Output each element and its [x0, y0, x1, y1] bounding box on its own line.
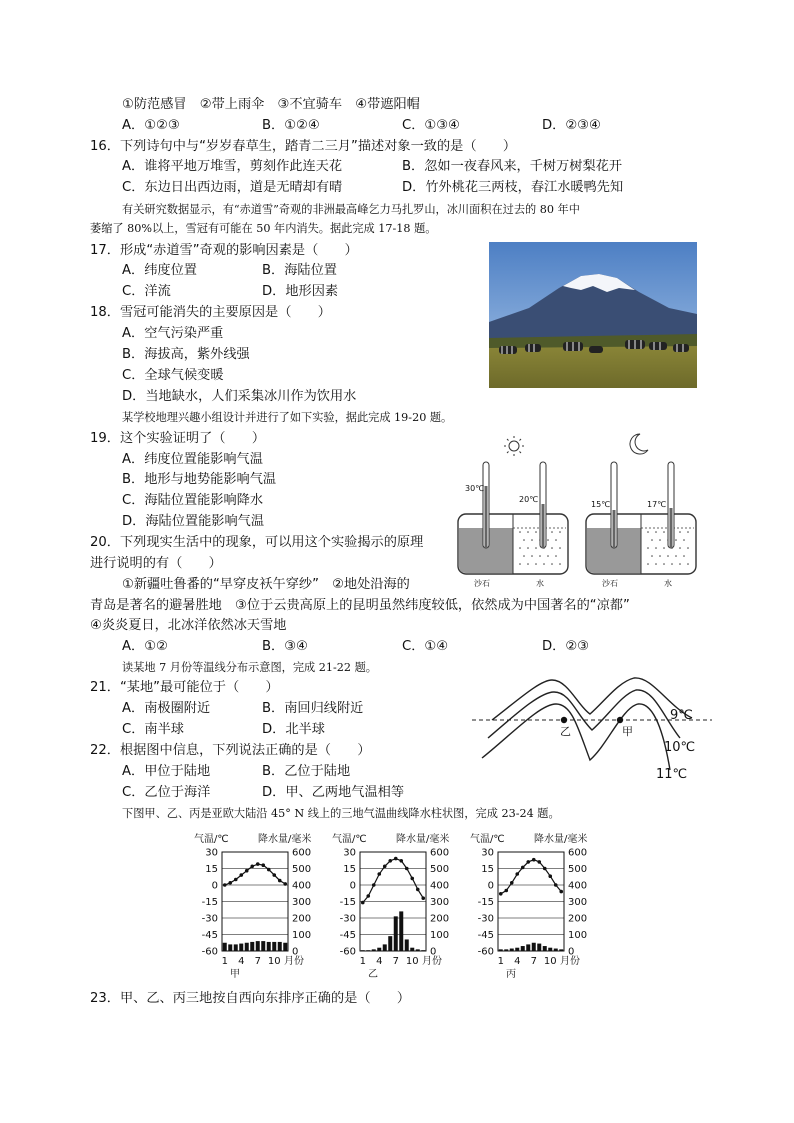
chart-2-temp-tick: 30 [481, 847, 494, 859]
q17-option-a: A．纬度位置 [122, 263, 197, 278]
chart-1-precip-bar [388, 936, 392, 951]
chart-0-temp-point [239, 873, 243, 877]
chart-2-title: 丙 [506, 969, 516, 980]
chart-0-month-tick: 10 [267, 956, 281, 967]
q15-option-d: D．②③④ [542, 118, 601, 133]
chart-2-precip-tick: 500 [568, 864, 588, 875]
chart-0-precip-bar [283, 943, 287, 951]
q21-option-a: A．南极圈附近 [122, 701, 211, 716]
q20-option-d: D．②③ [542, 639, 589, 654]
chart-0-temp-point [261, 863, 265, 867]
chart-2-precip-bar [559, 949, 563, 951]
q16-option-a: A．谁将平地万堆雪，剪刻作此连天花 [122, 159, 343, 174]
q16-option-d: D．竹外桃花三两枝，春江水暖鸭先知 [402, 180, 624, 195]
chart-1-precip-tick: 400 [430, 880, 450, 892]
chart-2-precip-tick: 100 [568, 930, 588, 941]
chart-2-precip-bar [543, 946, 547, 951]
chart-0-precip-tick: 500 [292, 864, 312, 875]
chart-0-temp-tick: -45 [201, 930, 218, 941]
chart-0-precip-tick: 0 [292, 946, 299, 958]
chart-0-temp-point [234, 878, 238, 882]
chart-0-precip-bar [272, 942, 276, 951]
chart-1-precip-bar [361, 950, 365, 951]
chart-0-temp-point [278, 879, 282, 883]
day-sand-label: 沙石 [474, 579, 490, 588]
chart-0-precip-tick: 200 [292, 913, 312, 925]
chart-2-temp-point [554, 883, 558, 887]
chart-0-temp-tick: 15 [205, 864, 218, 875]
chart-0-precip-bar [223, 943, 227, 951]
chart-0-precip-bar [250, 942, 254, 951]
chart-2-precip-tick: 300 [568, 897, 588, 908]
chart-1-month-unit: 月份 [422, 956, 442, 967]
q15-option-c: C．①③④ [402, 118, 460, 133]
q22-option-d: D．甲、乙两地气温相等 [262, 785, 405, 800]
chart-1-temp-point [399, 859, 403, 863]
chart-2-temp-point [532, 858, 536, 862]
chart-2-temp-line [501, 860, 562, 894]
chart-0-temp-tick: -60 [201, 946, 218, 958]
chart-1-temp-tick: -30 [339, 913, 356, 925]
q20-option-a: A．①② [122, 639, 168, 654]
chart-2-temp-tick: -15 [477, 897, 494, 908]
chart-2-temp-point [515, 872, 519, 876]
q18-option-c: C．全球气候变暖 [122, 368, 224, 383]
chart-1-temp-point [410, 877, 414, 881]
night-sand-label: 沙石 [602, 579, 618, 588]
chart-0-precip-bar [234, 944, 238, 951]
chart-0-precip-tick: 300 [292, 897, 312, 908]
chart-0-temp-point [245, 869, 249, 873]
chart-2-precip-bar [515, 948, 519, 951]
chart-2-precip-tick: 600 [568, 847, 588, 859]
chart-2-temp-point [559, 890, 563, 894]
chart-2-temp-tick: 15 [481, 864, 494, 875]
chart-1-temp-line [363, 859, 424, 903]
chart-2-month-tick: 4 [514, 956, 521, 967]
chart-1-precip-tick: 0 [430, 946, 437, 958]
chart-1-precip-bar [399, 911, 403, 951]
chart-1-month-tick: 7 [392, 956, 399, 967]
chart-1-temp-point [405, 867, 409, 871]
chart-2-month-tick: 10 [543, 956, 557, 967]
kilimanjaro-photo [489, 242, 697, 388]
q18-option-d: D．当地缺水，人们采集冰川作为饮用水 [122, 389, 357, 404]
day-water-temp: 20℃ [519, 495, 539, 504]
q15-option-b: B．①②④ [262, 118, 320, 133]
q20-statement-line2: 青岛是著名的避暑胜地 ③位于云贵高原上的昆明虽然纬度较低，依然成为中国著名的“凉都” [90, 598, 630, 613]
chart-1-precip-bar [405, 939, 409, 951]
q16-option-b: B．忽如一夜春风来，千树万树梨花开 [402, 159, 623, 174]
chart-1-temp-point [361, 901, 365, 905]
chart-0-precip-tick: 100 [292, 930, 312, 941]
intro-23-24: 下图甲、乙、丙是亚欧大陆沿 45° N 线上的三地气温曲线降水柱状图，完成 23-24 题。 [122, 807, 560, 820]
chart-2-temp-point [504, 889, 508, 893]
q20-statement-line1: ①新疆吐鲁番的“早穿皮袄午穿纱” ②地处沿海的 [122, 577, 410, 592]
intro-17-18-line1: 有关研究数据显示，有“赤道雪”奇观的非洲最高峰乞力马扎罗山，冰川面积在过去的 80 年中 [122, 203, 580, 216]
chart-2-temp-point [526, 860, 530, 864]
chart-1-temp-point [377, 872, 381, 876]
chart-0-month-unit: 月份 [284, 956, 304, 967]
q21-option-d: D．北半球 [262, 722, 325, 737]
isotherm-label-10: 10℃ [664, 740, 696, 755]
q23-stem: 23．甲、乙、丙三地按自西向东排序正确的是（ ） [90, 991, 411, 1006]
chart-2-precip-bar [499, 949, 503, 951]
chart-2-precip-bar [554, 949, 558, 951]
chart-0-temp-point [272, 873, 276, 877]
chart-1-temp-point [383, 865, 387, 869]
q17-option-c: C．洋流 [122, 284, 171, 299]
chart-2-precip-tick: 200 [568, 913, 588, 925]
chart-1-precip-tick: 100 [430, 930, 450, 941]
chart-0-precip-bar [267, 942, 271, 951]
night-container [586, 462, 696, 588]
chart-1-temp-tick: -15 [339, 897, 356, 908]
q20-stem-line1: 20．下列现实生活中的现象，可以用这个实验揭示的原理 [90, 535, 424, 550]
q18-option-a: A．空气污染严重 [122, 326, 224, 341]
experiment-diagram [452, 428, 702, 594]
intro-19-20: 某学校地理兴趣小组设计并进行了如下实验，据此完成 19-20 题。 [122, 411, 453, 424]
q22-option-a: A．甲位于陆地 [122, 764, 211, 779]
chart-1-month-tick: 4 [376, 956, 383, 967]
chart-0-precip-bar [256, 941, 260, 951]
chart-2-temp-point [521, 866, 525, 870]
chart-1-precip-tick: 600 [430, 847, 450, 859]
chart-1-precip-bar [421, 950, 425, 951]
q22-stem: 22．根据图中信息，下列说法正确的是（ ） [90, 743, 371, 758]
q15-stem: ①防范感冒 ②带上雨伞 ③不宜骑车 ④带遮阳帽 [122, 97, 420, 112]
chart-1-precip-bar [372, 949, 376, 951]
moon-icon [630, 434, 648, 454]
chart-0-precip-axis-title: 降水量/毫米 [258, 834, 312, 845]
chart-1-temp-point [421, 896, 425, 900]
q16-option-c: C．东边日出西边雨，道是无晴却有晴 [122, 180, 343, 195]
isotherm-label-11: 11℃ [656, 767, 688, 782]
chart-1-precip-bar [383, 944, 387, 951]
chart-0-precip-bar [278, 942, 282, 951]
chart-0-month-tick: 4 [238, 956, 245, 967]
q17-stem: 17．形成“赤道雪”奇观的影响因素是（ ） [90, 243, 358, 258]
point-yi-label: 乙 [560, 725, 571, 738]
chart-1-temp-tick: -60 [339, 946, 356, 958]
chart-2-temp-tick: -30 [477, 913, 494, 925]
chart-2-temp-axis-title: 气温/℃ [470, 834, 505, 845]
q21-option-c: C．南半球 [122, 722, 184, 737]
chart-2-temp-point [499, 892, 503, 896]
chart-1-temp-point [366, 894, 370, 898]
chart-2-temp-tick: -45 [477, 930, 494, 941]
chart-1-precip-tick: 200 [430, 913, 450, 925]
q19-option-a: A．纬度位置能影响气温 [122, 452, 263, 467]
q19-stem: 19．这个实验证明了（ ） [90, 431, 266, 446]
chart-1-temp-axis-title: 气温/℃ [332, 834, 367, 845]
chart-0-precip-tick: 600 [292, 847, 312, 859]
q19-option-b: B．地形与地势能影响气温 [122, 472, 277, 487]
q22-option-b: B．乙位于陆地 [262, 764, 351, 779]
chart-1-month-tick: 10 [405, 956, 419, 967]
chart-1-temp-point [372, 883, 376, 887]
chart-2-temp-point [548, 874, 552, 878]
chart-2-precip-bar [548, 948, 552, 951]
chart-0-month-tick: 7 [254, 956, 261, 967]
chart-0-precip-bar [228, 944, 232, 951]
night-sand-temp: 15℃ [591, 500, 611, 509]
chart-2-precip-bar [510, 949, 514, 951]
point-jia-label: 甲 [622, 725, 633, 738]
chart-1-temp-tick: -45 [339, 930, 356, 941]
chart-0-precip-bar [261, 941, 265, 951]
night-water-label: 水 [664, 579, 672, 588]
chart-0-temp-point [223, 883, 227, 887]
day-water-label: 水 [536, 579, 544, 588]
chart-0-precip-tick: 400 [292, 880, 312, 892]
chart-0-temp-line [225, 864, 285, 885]
chart-1-month-tick: 1 [359, 956, 366, 967]
q19-option-c: C．海陆位置能影响降水 [122, 493, 264, 508]
chart-2-precip-bar [532, 943, 536, 951]
chart-1-precip-bar [416, 949, 420, 951]
q20-stem-line2: 进行说明的有（ ） [90, 556, 222, 571]
chart-2-precip-bar [504, 949, 508, 951]
chart-0-temp-point [283, 882, 287, 886]
night-water-temp: 17℃ [647, 500, 667, 509]
chart-1-precip-bar [377, 948, 381, 951]
chart-1-temp-point [388, 859, 392, 863]
climate-charts [190, 828, 610, 984]
intro-17-18-line2: 萎缩了 80%以上，雪冠有可能在 50 年内消失。据此完成 17-18 题。 [90, 222, 437, 235]
chart-0-temp-point [256, 862, 260, 866]
chart-2-month-tick: 7 [530, 956, 537, 967]
sun-icon [504, 436, 524, 456]
chart-1-temp-tick: 30 [343, 847, 356, 859]
q20-option-b: B．③④ [262, 639, 308, 654]
chart-1-temp-tick: 0 [349, 880, 356, 892]
chart-2-temp-tick: 0 [487, 880, 494, 892]
q19-option-d: D．海陆位置能影响气温 [122, 514, 265, 529]
chart-2-month-tick: 1 [497, 956, 504, 967]
chart-1-precip-bar [366, 950, 370, 951]
chart-1-precip-axis-title: 降水量/毫米 [396, 834, 450, 845]
q17-option-b: B．海陆位置 [262, 263, 337, 278]
chart-2-precip-tick: 0 [568, 946, 575, 958]
day-container [458, 462, 568, 588]
chart-0-temp-tick: -30 [201, 913, 218, 925]
chart-2-month-unit: 月份 [560, 956, 580, 967]
chart-1-precip-bar [410, 948, 414, 951]
chart-0-temp-point [267, 868, 271, 872]
q20-option-c: C．①④ [402, 639, 449, 654]
chart-2-precip-bar [526, 944, 530, 951]
chart-2-precip-axis-title: 降水量/毫米 [534, 834, 588, 845]
chart-0-temp-tick: 30 [205, 847, 218, 859]
chart-0-temp-point [250, 865, 254, 869]
q18-stem: 18．雪冠可能消失的主要原因是（ ） [90, 305, 331, 320]
chart-2-precip-bar [521, 946, 525, 951]
chart-2-precip-bar [537, 944, 541, 951]
chart-1-precip-bar [394, 916, 398, 951]
chart-1-title: 乙 [368, 969, 378, 980]
chart-2-precip-tick: 400 [568, 880, 588, 892]
chart-0-precip-bar [239, 944, 243, 951]
chart-0-title: 甲 [230, 969, 240, 980]
chart-1-temp-point [416, 888, 420, 892]
chart-2-temp-point [543, 867, 547, 871]
q16-stem: 16．下列诗句中与“岁岁春草生，踏青二三月”描述对象一致的是（ ） [90, 139, 517, 154]
q17-option-d: D．地形因素 [262, 284, 339, 299]
chart-2-temp-point [510, 881, 514, 885]
chart-0-temp-tick: -15 [201, 897, 218, 908]
q20-statement-line3: ④炎炎夏日，北冰洋依然冰天雪地 [90, 618, 287, 633]
chart-0-temp-tick: 0 [211, 880, 218, 892]
chart-1-temp-point [394, 857, 398, 861]
intro-21-22: 读某地 7 月份等温线分布示意图，完成 21-22 题。 [122, 661, 377, 674]
q21-option-b: B．南回归线附近 [262, 701, 364, 716]
chart-2-temp-point [537, 860, 541, 864]
chart-1-temp-tick: 15 [343, 864, 356, 875]
chart-1-precip-tick: 300 [430, 897, 450, 908]
q21-stem: 21．“某地”最可能位于（ ） [90, 680, 279, 695]
chart-1-precip-tick: 500 [430, 864, 450, 875]
isotherm-label-9: 9℃ [670, 708, 693, 723]
isotherm-diagram [468, 674, 718, 788]
q15-option-a: A．①②③ [122, 118, 180, 133]
chart-0-precip-bar [245, 943, 249, 951]
chart-0-temp-axis-title: 气温/℃ [194, 834, 229, 845]
q22-option-c: C．乙位于海洋 [122, 785, 211, 800]
day-sand-temp: 30℃ [465, 484, 485, 493]
chart-0-month-tick: 1 [221, 956, 228, 967]
chart-0-temp-point [228, 881, 232, 885]
q18-option-b: B．海拔高，紫外线强 [122, 347, 250, 362]
chart-2-temp-tick: -60 [477, 946, 494, 958]
